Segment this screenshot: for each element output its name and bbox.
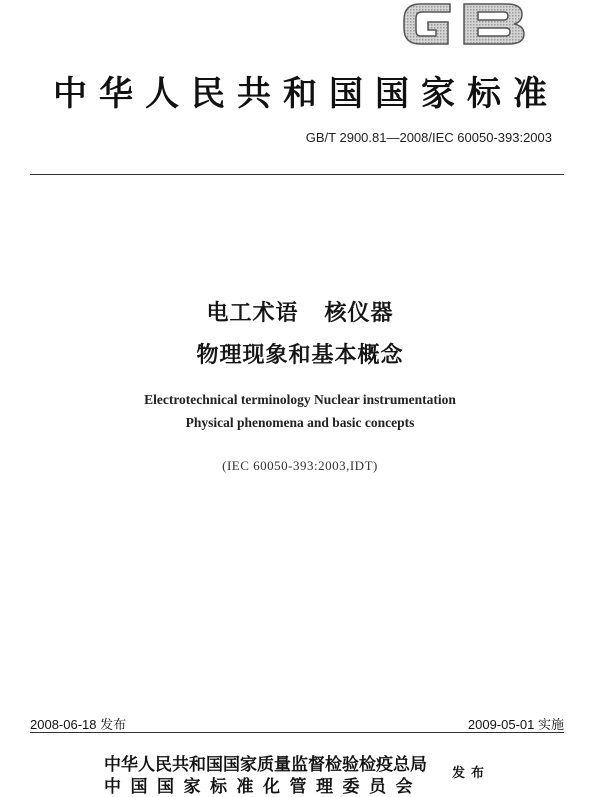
iec-reference: (IEC 60050-393:2003,IDT) [222, 458, 378, 473]
bottom-divider [30, 732, 564, 733]
country-standard-heading: 中华人民共和国国家标准 [53, 74, 559, 114]
title-zh-line1-part2: 核仪器 [324, 301, 394, 326]
implementation-date: 2009-05-01 实施 [467, 717, 564, 732]
issue-date: 2008-06-18 发布 [30, 717, 127, 732]
issuer-line2: 中国国家标准化管理委员会 [104, 777, 422, 797]
gb-logo-graphic [398, 0, 528, 46]
title-zh-line2: 物理现象和基本概念 [196, 343, 404, 368]
title-en-line2: Physical phenomena and basic concepts [185, 415, 415, 430]
publish-label: 发布 [452, 766, 491, 781]
top-divider [30, 174, 564, 175]
title-en-line1: Electrotechnical terminology Nuclear instrumentation [144, 392, 456, 407]
issuer-line1: 中华人民共和国国家质量监督检验检疫总局 [104, 755, 427, 775]
gb-logo [398, 0, 528, 46]
title-zh-line1-part1: 电工术语 [206, 301, 299, 326]
title-zh-line1 [0, 296, 600, 327]
standard-number: GB/T 2900.81—2008/IEC 60050-393:2003 [305, 130, 552, 145]
